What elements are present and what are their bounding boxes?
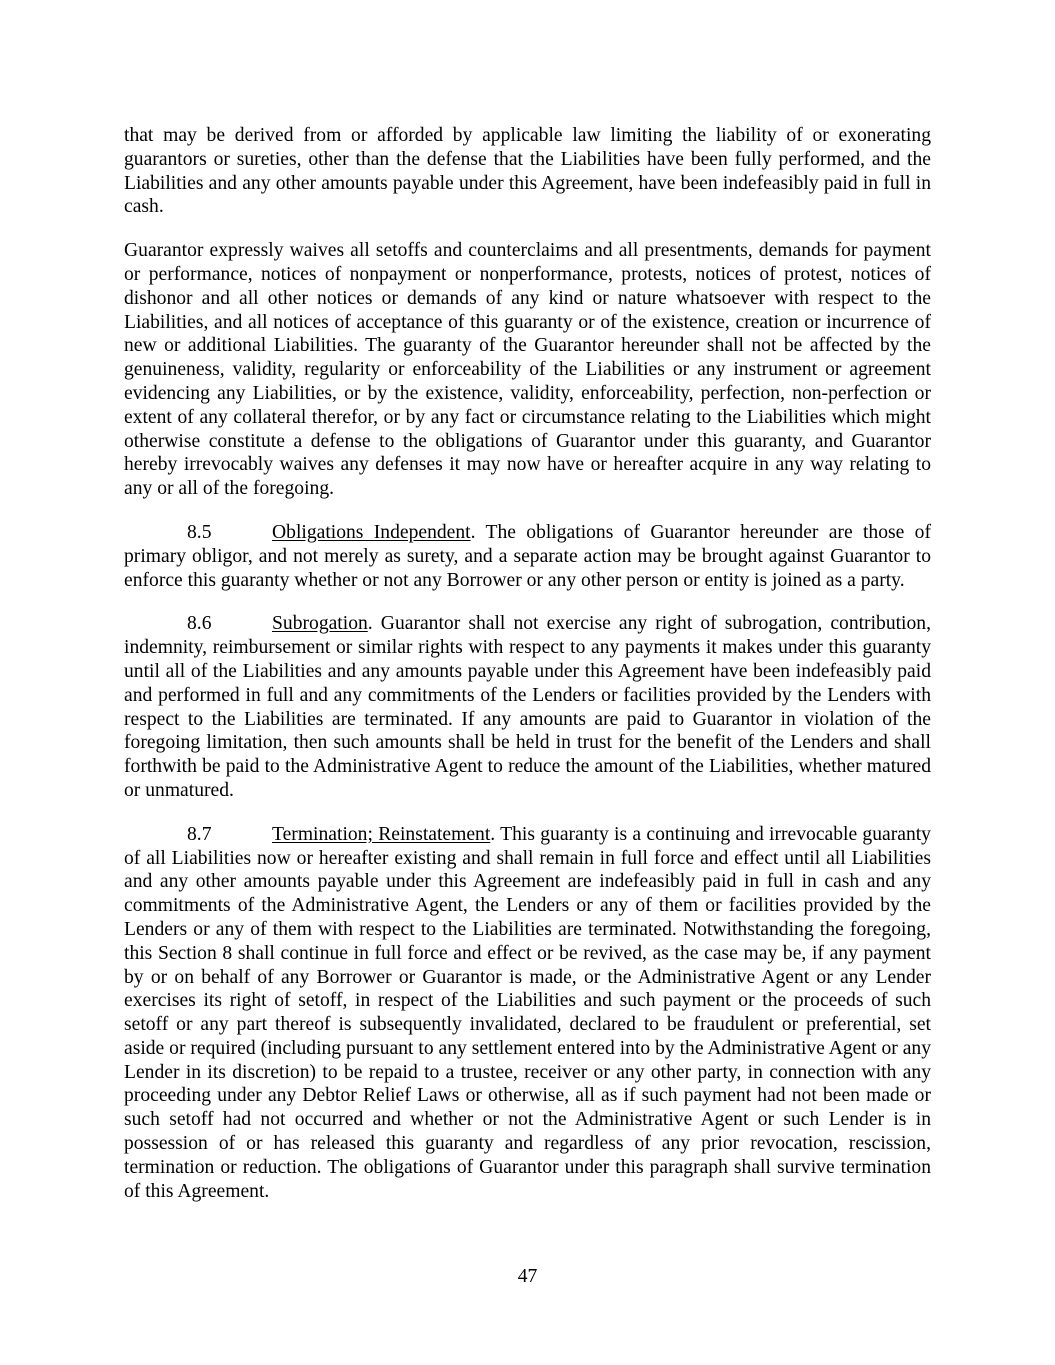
section-body: . The obligations of Guarantor hereunder are those of primary obligor, and not merely as surety, and a separate action may be brought against Guarantor to enforce this guaranty whether or not any Borrower or any other person or entity is joined as a party. (124, 521, 931, 591)
section-number: 8.5 (187, 521, 212, 543)
section-body: . Guarantor shall not exercise any right of subrogation, contribution, indemnity, reimbursement or similar rights with respect to any payments it makes under this guaranty until all of the Liabilities and any amounts payable under this Agreement have been indefeasibly paid and performed in full and any commitments of the Lenders or facilities provided by the Lenders with respect to the Liabilities are terminated. If any amounts are paid to Guarantor in violation of the foregoing limitation, then such amounts shall be held in trust for the benefit of the Lenders and shall forthwith be paid to the Administrative Agent to reduce the amount of the Liabilities, whether matured or unmatured. (124, 613, 931, 801)
section-8-5 (124, 521, 931, 592)
paragraph-waiver: Guarantor expressly waives all setoffs and counterclaims and all presentments, demands for payment or performance, notices of nonpayment or nonperformance, protests, notices of protest, notices of dishonor and all other notices or demands of any kind or nature whatsoever with respect to the Liabilities, and all notices of acceptance of this guaranty or of the existence, creation or incurrence of new or additional Liabilities. The guaranty of the Guarantor hereunder shall not be affected by the genuineness, validity, regularity or enforceability of the Liabilities or any instrument or agreement evidencing any Liabilities, or by the existence, validity, enforceability, perfection, non-perfection or extent of any collateral therefor, or by any fact or circumstance relating to the Liabilities which might otherwise constitute a defense to the obligations of Guarantor under this guaranty, and Guarantor hereby irrevocably waives any defenses it may now have or hereafter acquire in any way relating to any or all of the foregoing. (124, 240, 931, 500)
section-heading: Termination; Reinstatement (272, 823, 491, 845)
page-number: 47 (517, 1266, 538, 1287)
paragraph-continuation: that may be derived from or afforded by applicable law limiting the liability of or exonerating guarantors or sureties, other than the defense that the Liabilities have been fully performed, and the Liabilities and any other amounts payable under this Agreement, have been indefeasibly paid in full in cash. (124, 125, 931, 218)
section-8-7 (124, 823, 931, 1204)
document-page (124, 124, 931, 1203)
section-8-6 (124, 612, 931, 802)
section-heading: Obligations Independent (272, 521, 471, 543)
section-body: . This guaranty is a continuing and irrevocable guaranty of all Liabilities now or hereafter existing and shall remain in full force and effect until all Liabilities and any other amounts payable under this Agreement are indefeasibly paid in full in cash and any commitments of the Administrative Agent, the Lenders or any of them or facilities provided by the Lenders or any of them with respect to the Liabilities are terminated. Notwithstanding the foregoing, this Section 8 shall continue in full force and effect or be revived, as the case may be, if any payment by or on behalf of any Borrower or Guarantor is made, or the Administrative Agent or any Lender exercises its right of setoff, in respect of the Liabilities and such payment or the proceeds of such setoff or any part thereof is subsequently invalidated, declared to be fraudulent or preferential, set aside or required (including pursuant to any settlement entered into by the Administrative Agent or any Lender in its discretion) to be repaid to a trustee, receiver or any other party, in connection with any proceeding under any Debtor Relief Laws or otherwise, all as if such payment had not been made or such setoff had not occurred and whether or not the Administrative Agent or such Lender is in possession of or has released this guaranty and regardless of any prior revocation, rescission, termination or reduction. The obligations of Guarantor under this paragraph shall survive termination of this Agreement. (124, 823, 931, 1202)
section-heading: Subrogation (272, 613, 368, 635)
section-number: 8.7 (187, 823, 212, 845)
section-number: 8.6 (187, 613, 212, 635)
